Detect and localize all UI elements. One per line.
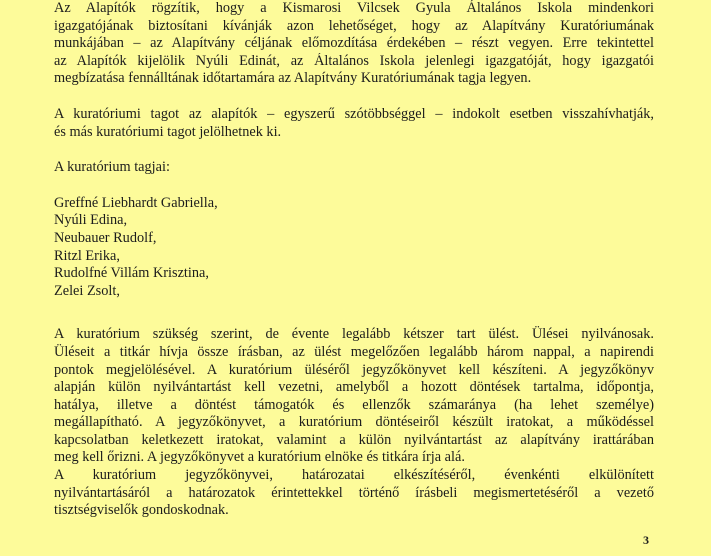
member-item: Ritzl Erika, [54,247,120,264]
member-item: Rudolfné Villám Krisztina, [54,265,209,282]
text-line: Az Alapítók rögzítik, hogy a Kismarosi Vilcsek Gyula Általános Iskola mindenkori [54,0,654,16]
text-line: nyilvántartásáról a határozatok érintettekkel történő írásbeli megismertetéséről a vezető [54,484,654,501]
text-line: kapcsolatban keletkezett iratokat, valamint a külön nyilvántartást az alapítvány irattárában [54,431,654,448]
member-item: Zelei Zsolt, [54,282,120,299]
document-page [54,0,654,520]
member-item: Neubauer Rudolf, [54,229,157,246]
paragraph-founders-principal [54,0,654,88]
text-line: hatálya, illetve a döntést támogatók és ellenzők számaránya (ha lehet személye) [54,396,654,413]
text-line: munkájában – az Alapítvány céljának előmozdítása érdekében – részt vegyen. Erre tekintettel [54,35,654,52]
text-line: A kuratóriumi tagot az alapítók – egyszerű szótöbbséggel – indokolt esetben visszahívhatják, [54,105,654,122]
text-line: az Alapítók kijelölik Nyúli Edinát, az Általános Iskola jelenlegi igazgatóját, hogy igazgatói [54,52,654,69]
text-line: tisztségviselők gondoskodnak. [54,502,229,519]
text-line: A kuratórium jegyzőkönyvei, határozatai elkészítéséről, évenkénti elkülönített [54,467,654,484]
text-line: Üléseit a titkár hívja össze írásban, az ülést megelőzően legalább három nappal, a napirendi [54,343,654,360]
paragraph-meetings [54,326,654,467]
text-line: és más kuratóriumi tagot jelölhetnek ki. [54,123,282,140]
member-item: Greffné Liebhardt Gabriella, [54,194,218,211]
members-list [54,195,654,301]
text-line: alapján külön nyilvántartást kell vezetni, amelyből a hozott döntések tartalma, időpontja, [54,379,654,396]
member-item: Nyúli Edina, [54,212,128,229]
text-line: megbízatása fennálltának időtartamára az Alapítvány Kuratóriumának tagja legyen. [54,70,532,87]
text-line: meg kell őrizni. A jegyzőkönyvet a kuratórium elnöke és titkára írja alá. [54,449,465,466]
paragraph-records [54,467,654,520]
text-line: A kuratórium szükség szerint, de évente legalább kétszer tart ülést. Ülései nyilvánosak. [54,326,654,343]
text-line: pontok megjelölésével. A kuratórium üléséről jegyzőkönyvet kell készíteni. A jegyzőkönyv [54,361,654,378]
page-number: 3 [643,533,649,547]
paragraph-recall [54,106,654,141]
text-line: igazgatójának biztosítani kívánják azon lehetőséget, hogy az Alapítvány Kuratóriumának [54,17,654,34]
text-line: megállapítható. A jegyzőkönyvet, a kuratórium döntéseiről készült iratokat, a működéssel [54,414,654,431]
members-heading: A kuratórium tagjai: [54,159,170,176]
